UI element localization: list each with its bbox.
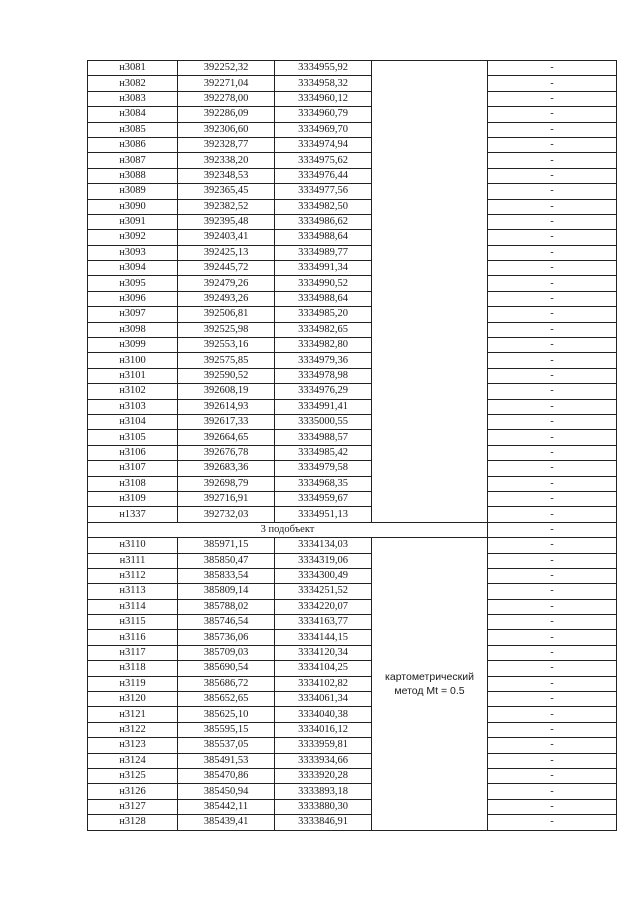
- dash-cell: -: [488, 399, 617, 414]
- x-coordinate-cell: 392338,20: [178, 153, 275, 168]
- point-name-cell: н1337: [88, 507, 178, 522]
- x-coordinate-cell: 392348,53: [178, 168, 275, 183]
- table-row: [88, 753, 617, 768]
- dash-cell: -: [488, 368, 617, 383]
- dash-cell: -: [488, 491, 617, 506]
- table-row: [88, 245, 617, 260]
- x-coordinate-cell: 392617,33: [178, 414, 275, 429]
- point-name-cell: н3127: [88, 799, 178, 814]
- y-coordinate-cell: 3334960,12: [275, 91, 372, 106]
- x-coordinate-cell: 392286,09: [178, 107, 275, 122]
- table-row: [88, 430, 617, 445]
- x-coordinate-cell: 392716,91: [178, 491, 275, 506]
- y-coordinate-cell: 3334220,07: [275, 599, 372, 614]
- point-name-cell: н3092: [88, 230, 178, 245]
- point-name-cell: н3097: [88, 307, 178, 322]
- point-name-cell: н3111: [88, 553, 178, 568]
- x-coordinate-cell: 385537,05: [178, 738, 275, 753]
- x-coordinate-cell: 385690,54: [178, 661, 275, 676]
- table-row: [88, 584, 617, 599]
- x-coordinate-cell: 385850,47: [178, 553, 275, 568]
- point-name-cell: н3121: [88, 707, 178, 722]
- y-coordinate-cell: 3334040,38: [275, 707, 372, 722]
- dash-cell: -: [488, 76, 617, 91]
- point-name-cell: н3115: [88, 615, 178, 630]
- y-coordinate-cell: 3334986,62: [275, 214, 372, 229]
- table-row: [88, 507, 617, 522]
- dash-cell: -: [488, 784, 617, 799]
- y-coordinate-cell: 3334300,49: [275, 568, 372, 583]
- point-name-cell: н3112: [88, 568, 178, 583]
- y-coordinate-cell: 3334968,35: [275, 476, 372, 491]
- point-name-cell: н3104: [88, 414, 178, 429]
- dash-cell: -: [488, 476, 617, 491]
- x-coordinate-cell: 392506,81: [178, 307, 275, 322]
- x-coordinate-cell: 385746,54: [178, 615, 275, 630]
- y-coordinate-cell: 3334102,82: [275, 676, 372, 691]
- dash-cell: -: [488, 661, 617, 676]
- point-name-cell: н3118: [88, 661, 178, 676]
- dash-cell: -: [488, 322, 617, 337]
- point-name-cell: н3122: [88, 722, 178, 737]
- x-coordinate-cell: 392479,26: [178, 276, 275, 291]
- dash-cell: -: [488, 291, 617, 306]
- y-coordinate-cell: 3334120,34: [275, 645, 372, 660]
- y-coordinate-cell: 3334104,25: [275, 661, 372, 676]
- x-coordinate-cell: 392445,72: [178, 261, 275, 276]
- x-coordinate-cell: 385439,41: [178, 815, 275, 830]
- dash-cell: -: [488, 276, 617, 291]
- table-row: [88, 414, 617, 429]
- y-coordinate-cell: 3333893,18: [275, 784, 372, 799]
- dash-cell: -: [488, 738, 617, 753]
- dash-cell: -: [488, 214, 617, 229]
- y-coordinate-cell: 3334988,57: [275, 430, 372, 445]
- y-coordinate-cell: 3334958,32: [275, 76, 372, 91]
- x-coordinate-cell: 392590,52: [178, 368, 275, 383]
- table-row: [88, 676, 617, 691]
- y-coordinate-cell: 3333959,81: [275, 738, 372, 753]
- x-coordinate-cell: 385625,10: [178, 707, 275, 722]
- table-row: [88, 630, 617, 645]
- method-label-line2: метод Mt = 0.5: [394, 684, 465, 697]
- x-coordinate-cell: 392683,36: [178, 461, 275, 476]
- x-coordinate-cell: 392306,60: [178, 122, 275, 137]
- table-row: [88, 230, 617, 245]
- point-name-cell: н3084: [88, 107, 178, 122]
- point-name-cell: н3081: [88, 61, 178, 76]
- dash-cell: -: [488, 384, 617, 399]
- point-name-cell: н3125: [88, 768, 178, 783]
- dash-cell: -: [488, 768, 617, 783]
- point-name-cell: н3109: [88, 491, 178, 506]
- table-row: [88, 307, 617, 322]
- dash-cell: -: [488, 61, 617, 76]
- table-row: [88, 815, 617, 830]
- point-name-cell: н3123: [88, 738, 178, 753]
- y-coordinate-cell: 3334144,15: [275, 630, 372, 645]
- x-coordinate-cell: 392698,79: [178, 476, 275, 491]
- table-row: [88, 168, 617, 183]
- dash-cell: -: [488, 568, 617, 583]
- y-coordinate-cell: 3334319,06: [275, 553, 372, 568]
- x-coordinate-cell: 392614,93: [178, 399, 275, 414]
- table-row: [88, 61, 617, 76]
- x-coordinate-cell: 385652,65: [178, 692, 275, 707]
- table-row: [88, 799, 617, 814]
- point-name-cell: н3126: [88, 784, 178, 799]
- table-row: [88, 322, 617, 337]
- table-row: [88, 553, 617, 568]
- x-coordinate-cell: 392278,00: [178, 91, 275, 106]
- point-name-cell: н3094: [88, 261, 178, 276]
- x-coordinate-cell: 385470,86: [178, 768, 275, 783]
- point-name-cell: н3119: [88, 676, 178, 691]
- dash-cell: -: [488, 553, 617, 568]
- table-row: [88, 445, 617, 460]
- dash-cell: -: [488, 799, 617, 814]
- table-row: [88, 399, 617, 414]
- dash-cell: -: [488, 353, 617, 368]
- point-name-cell: н3090: [88, 199, 178, 214]
- point-name-cell: н3117: [88, 645, 178, 660]
- y-coordinate-cell: 3334979,58: [275, 461, 372, 476]
- y-coordinate-cell: 3334134,03: [275, 538, 372, 553]
- dash-cell: -: [488, 461, 617, 476]
- dash-cell: -: [488, 645, 617, 660]
- point-name-cell: н3113: [88, 584, 178, 599]
- point-name-cell: н3087: [88, 153, 178, 168]
- point-name-cell: н3107: [88, 461, 178, 476]
- method-label-line1: картометрический: [385, 670, 474, 683]
- point-name-cell: н3114: [88, 599, 178, 614]
- coordinates-table-body: [88, 61, 617, 831]
- method-cell: [372, 538, 488, 830]
- table-row: [88, 122, 617, 137]
- y-coordinate-cell: 3334985,42: [275, 445, 372, 460]
- dash-cell: -: [488, 230, 617, 245]
- table-row: [88, 384, 617, 399]
- table-row: [88, 538, 617, 553]
- point-name-cell: н3089: [88, 184, 178, 199]
- table-row: [88, 91, 617, 106]
- table-row: [88, 338, 617, 353]
- dash-cell: -: [488, 630, 617, 645]
- table-row: [88, 261, 617, 276]
- table-row: [88, 645, 617, 660]
- table-row: [88, 184, 617, 199]
- table-row: [88, 368, 617, 383]
- x-coordinate-cell: 392608,19: [178, 384, 275, 399]
- table-row: [88, 707, 617, 722]
- y-coordinate-cell: 3334985,20: [275, 307, 372, 322]
- table-row: [88, 76, 617, 91]
- y-coordinate-cell: 3334982,65: [275, 322, 372, 337]
- x-coordinate-cell: 392382,52: [178, 199, 275, 214]
- x-coordinate-cell: 385833,54: [178, 568, 275, 583]
- table-row: [88, 476, 617, 491]
- dash-cell: -: [488, 753, 617, 768]
- point-name-cell: н3110: [88, 538, 178, 553]
- dash-cell: -: [488, 122, 617, 137]
- table-row: [88, 615, 617, 630]
- y-coordinate-cell: 3334955,92: [275, 61, 372, 76]
- x-coordinate-cell: 385809,14: [178, 584, 275, 599]
- table-row: [88, 599, 617, 614]
- table-row: [88, 661, 617, 676]
- y-coordinate-cell: 3333920,28: [275, 768, 372, 783]
- x-coordinate-cell: 385971,15: [178, 538, 275, 553]
- point-name-cell: н3100: [88, 353, 178, 368]
- coordinates-table: [87, 60, 617, 831]
- x-coordinate-cell: 392575,85: [178, 353, 275, 368]
- dash-cell: -: [488, 707, 617, 722]
- dash-cell: -: [488, 676, 617, 691]
- y-coordinate-cell: 3334951,13: [275, 507, 372, 522]
- dash-cell: -: [488, 815, 617, 830]
- x-coordinate-cell: 385450,94: [178, 784, 275, 799]
- x-coordinate-cell: 392328,77: [178, 137, 275, 152]
- y-coordinate-cell: 3334969,70: [275, 122, 372, 137]
- x-coordinate-cell: 385686,72: [178, 676, 275, 691]
- subobject-label: 3 подобъект: [88, 522, 488, 537]
- dash-cell: -: [488, 91, 617, 106]
- dash-cell: -: [488, 538, 617, 553]
- dash-cell: -: [488, 722, 617, 737]
- x-coordinate-cell: 385788,02: [178, 599, 275, 614]
- point-name-cell: н3086: [88, 137, 178, 152]
- x-coordinate-cell: 392425,13: [178, 245, 275, 260]
- table-row: [88, 107, 617, 122]
- y-coordinate-cell: 3334989,77: [275, 245, 372, 260]
- dash-cell: -: [488, 153, 617, 168]
- table-row: [88, 768, 617, 783]
- y-coordinate-cell: 3334978,98: [275, 368, 372, 383]
- x-coordinate-cell: 392676,78: [178, 445, 275, 460]
- y-coordinate-cell: 3334990,52: [275, 276, 372, 291]
- table-row: [88, 199, 617, 214]
- point-name-cell: н3088: [88, 168, 178, 183]
- dash-cell: -: [488, 338, 617, 353]
- y-coordinate-cell: 3334991,34: [275, 261, 372, 276]
- dash-cell: -: [488, 245, 617, 260]
- dash-cell: -: [488, 137, 617, 152]
- table-row: [88, 722, 617, 737]
- y-coordinate-cell: 3334959,67: [275, 491, 372, 506]
- point-name-cell: н3093: [88, 245, 178, 260]
- dash-cell: -: [488, 414, 617, 429]
- x-coordinate-cell: 392732,03: [178, 507, 275, 522]
- point-name-cell: н3105: [88, 430, 178, 445]
- dash-cell: -: [488, 107, 617, 122]
- point-name-cell: н3101: [88, 368, 178, 383]
- y-coordinate-cell: 3334991,41: [275, 399, 372, 414]
- point-name-cell: н3124: [88, 753, 178, 768]
- table-row: [88, 353, 617, 368]
- point-name-cell: н3091: [88, 214, 178, 229]
- dash-cell: -: [488, 584, 617, 599]
- dash-cell: -: [488, 184, 617, 199]
- x-coordinate-cell: 392365,45: [178, 184, 275, 199]
- y-coordinate-cell: 3334982,80: [275, 338, 372, 353]
- table-row: [88, 461, 617, 476]
- x-coordinate-cell: 385736,06: [178, 630, 275, 645]
- table-row: [88, 491, 617, 506]
- x-coordinate-cell: 385709,03: [178, 645, 275, 660]
- y-coordinate-cell: 3333846,91: [275, 815, 372, 830]
- y-coordinate-cell: 3334976,44: [275, 168, 372, 183]
- dash-cell: -: [488, 430, 617, 445]
- table-row: [88, 692, 617, 707]
- table-row: [88, 784, 617, 799]
- dash-cell: -: [488, 615, 617, 630]
- method-cell-empty: [372, 61, 488, 523]
- table-row: [88, 214, 617, 229]
- dash-cell: -: [488, 261, 617, 276]
- x-coordinate-cell: 385595,15: [178, 722, 275, 737]
- y-coordinate-cell: 3334976,29: [275, 384, 372, 399]
- dash-cell: -: [488, 199, 617, 214]
- dash-cell: -: [488, 168, 617, 183]
- dash-cell: -: [488, 507, 617, 522]
- y-coordinate-cell: 3334982,50: [275, 199, 372, 214]
- table-row: [88, 276, 617, 291]
- point-name-cell: н3096: [88, 291, 178, 306]
- point-name-cell: н3108: [88, 476, 178, 491]
- table-row: [88, 568, 617, 583]
- table-row: [88, 291, 617, 306]
- y-coordinate-cell: 3334016,12: [275, 722, 372, 737]
- y-coordinate-cell: 3334988,64: [275, 291, 372, 306]
- dash-cell: -: [488, 692, 617, 707]
- x-coordinate-cell: 392664,65: [178, 430, 275, 445]
- y-coordinate-cell: 3334974,94: [275, 137, 372, 152]
- table-row: [88, 137, 617, 152]
- y-coordinate-cell: 3334988,64: [275, 230, 372, 245]
- table-row: [88, 153, 617, 168]
- point-name-cell: н3095: [88, 276, 178, 291]
- y-coordinate-cell: 3335000,55: [275, 414, 372, 429]
- point-name-cell: н3082: [88, 76, 178, 91]
- dash-cell: -: [488, 599, 617, 614]
- point-name-cell: н3103: [88, 399, 178, 414]
- x-coordinate-cell: 385442,11: [178, 799, 275, 814]
- y-coordinate-cell: 3334975,62: [275, 153, 372, 168]
- point-name-cell: н3120: [88, 692, 178, 707]
- x-coordinate-cell: 392493,26: [178, 291, 275, 306]
- dash-cell: -: [488, 522, 617, 537]
- point-name-cell: н3099: [88, 338, 178, 353]
- x-coordinate-cell: 392525,98: [178, 322, 275, 337]
- y-coordinate-cell: 3334977,56: [275, 184, 372, 199]
- y-coordinate-cell: 3334163,77: [275, 615, 372, 630]
- y-coordinate-cell: 3333934,66: [275, 753, 372, 768]
- dash-cell: -: [488, 307, 617, 322]
- subobject-row: [88, 522, 617, 537]
- y-coordinate-cell: 3334061,34: [275, 692, 372, 707]
- x-coordinate-cell: 392403,41: [178, 230, 275, 245]
- x-coordinate-cell: 385491,53: [178, 753, 275, 768]
- point-name-cell: н3098: [88, 322, 178, 337]
- x-coordinate-cell: 392553,16: [178, 338, 275, 353]
- x-coordinate-cell: 392252,32: [178, 61, 275, 76]
- point-name-cell: н3116: [88, 630, 178, 645]
- dash-cell: -: [488, 445, 617, 460]
- y-coordinate-cell: 3334960,79: [275, 107, 372, 122]
- point-name-cell: н3102: [88, 384, 178, 399]
- y-coordinate-cell: 3333880,30: [275, 799, 372, 814]
- y-coordinate-cell: 3334251,52: [275, 584, 372, 599]
- y-coordinate-cell: 3334979,36: [275, 353, 372, 368]
- point-name-cell: н3106: [88, 445, 178, 460]
- point-name-cell: н3128: [88, 815, 178, 830]
- point-name-cell: н3085: [88, 122, 178, 137]
- table-row: [88, 738, 617, 753]
- x-coordinate-cell: 392271,04: [178, 76, 275, 91]
- x-coordinate-cell: 392395,48: [178, 214, 275, 229]
- point-name-cell: н3083: [88, 91, 178, 106]
